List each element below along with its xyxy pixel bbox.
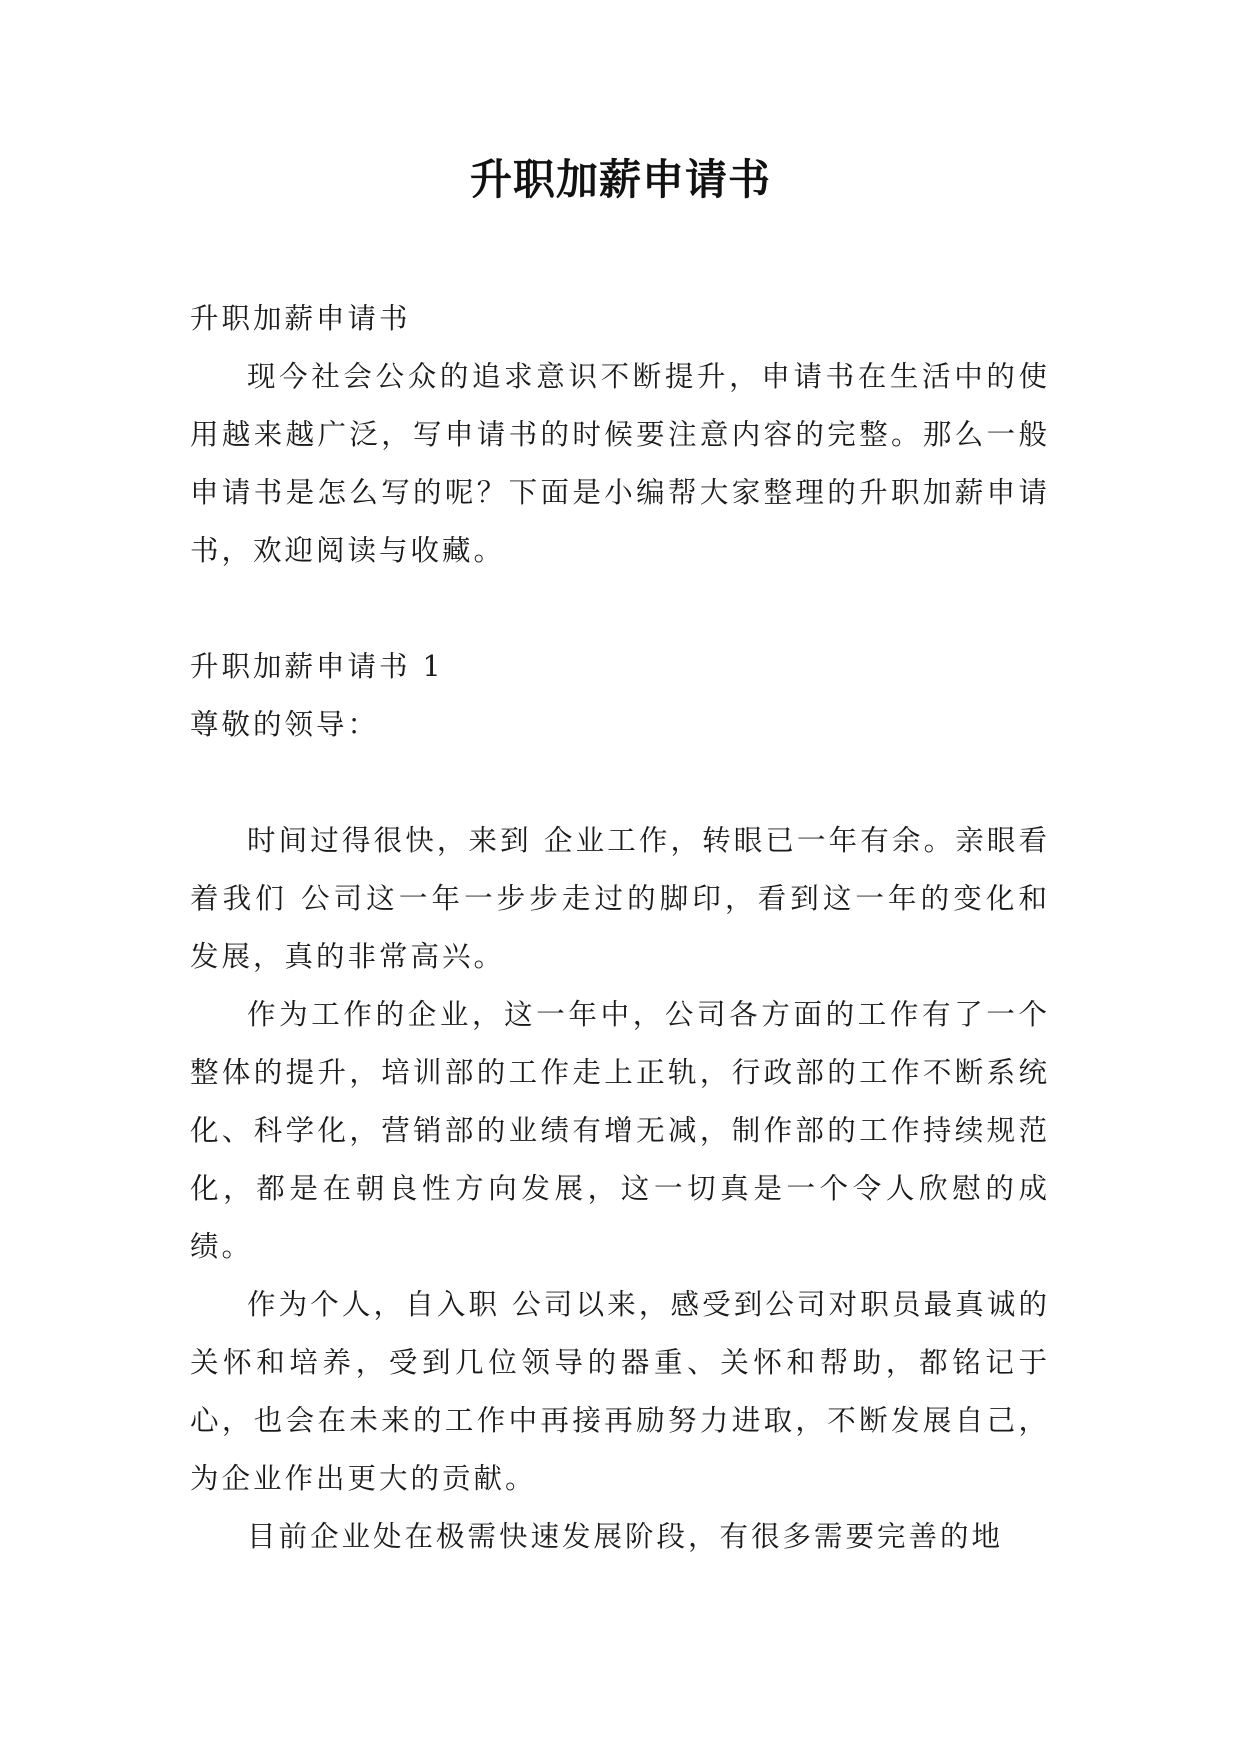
document-body bbox=[190, 290, 1050, 1566]
body-paragraph: 作为工作的企业，这一年中，公司各方面的工作有了一个整体的提升，培训部的工作走上正轨，行政部的工作不断系统化、科学化，营销部的业绩有增无减，制作部的工作持续规范化，都是在朝良性方向发展，这一切真是一个令人欣慰的成绩。 bbox=[190, 998, 1050, 1263]
document-subtitle: 升职加薪申请书 bbox=[190, 302, 411, 335]
salutation: 尊敬的领导： bbox=[190, 708, 380, 741]
document-title: 升职加薪申请书 bbox=[469, 155, 771, 204]
spacer bbox=[190, 580, 1050, 638]
body-paragraph: 作为个人，自入职 公司以来，感受到公司对职员最真诚的关怀和培养，受到几位领导的器重、关怀和帮助，都铭记于心，也会在未来的工作中再接再励努力进取，不断发展自己，为企业作出更大的贡献。 bbox=[190, 1288, 1050, 1495]
intro-paragraph: 现今社会公众的追求意识不断提升，申请书在生活中的使用越来越广泛，写申请书的时候要注意内容的完整。那么一般申请书是怎么写的呢？下面是小编帮大家整理的升职加薪申请书，欢迎阅读与收藏。 bbox=[190, 360, 1050, 567]
section-heading: 升职加薪申请书 1 bbox=[190, 650, 444, 683]
body-paragraph: 目前企业处在极需快速发展阶段，有很多需要完善的地 bbox=[247, 1520, 1004, 1553]
body-paragraph: 时间过得很快，来到 企业工作，转眼已一年有余。亲眼看着我们 公司这一年一步步走过的脚印，看到这一年的变化和发展，真的非常高兴。 bbox=[190, 824, 1050, 973]
spacer bbox=[190, 754, 1050, 812]
